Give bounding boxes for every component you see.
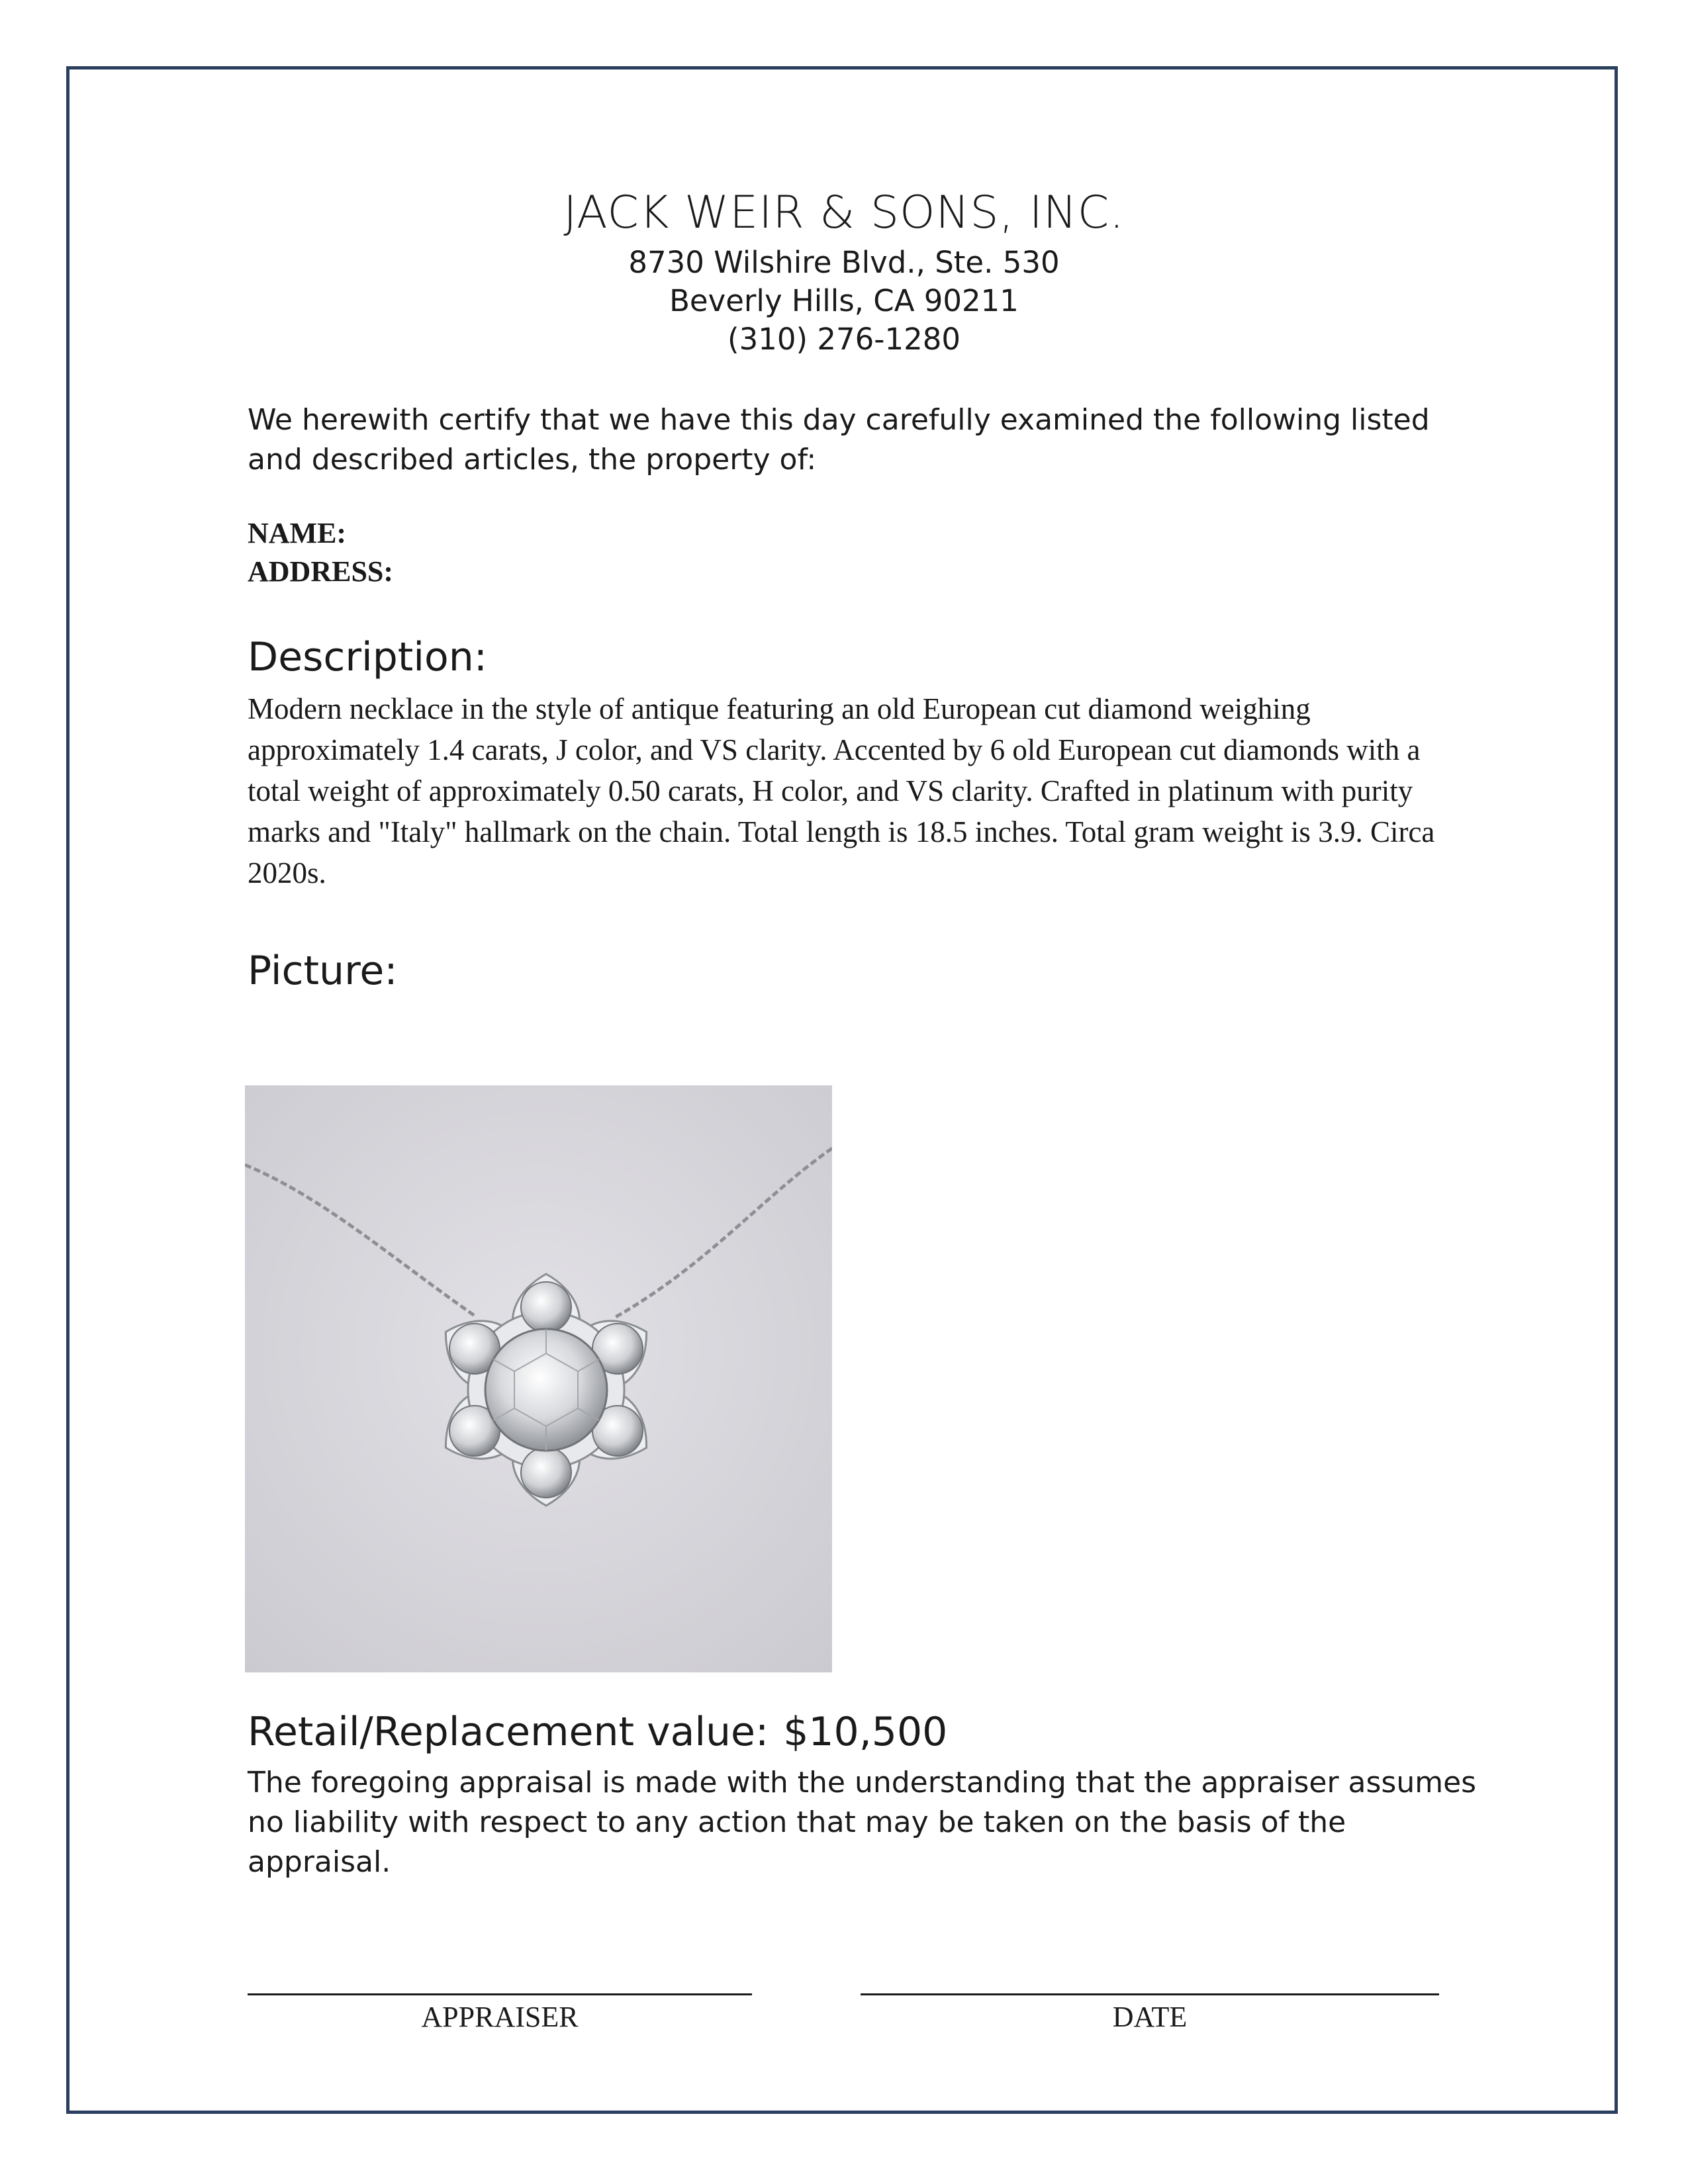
company-address-line1: 8730 Wilshire Blvd., Ste. 530 bbox=[628, 245, 1060, 280]
necklace-photo bbox=[245, 1085, 832, 1672]
description-text: Modern necklace in the style of antique featuring an old European cut diamond weighing approximately 1.4 carats, J color, and VS clarity. Accented by 6 old European cut diamonds with a total weight of approximately 0.50 carats, H color, and VS clarity. Crafted in platinum with purity marks and "Italy" hallmark on the chain. Total length is 18.5 inches. Total gram weight is 3.9. Circa 2020s. bbox=[248, 692, 1435, 889]
owner-name-label: NAME: bbox=[248, 517, 347, 549]
disclaimer-text: The foregoing appraisal is made with the understanding that the appraiser assumes no liability with respect to any action that may be taken on the basis of the appraisal. bbox=[248, 1766, 1477, 1879]
date-label: DATE bbox=[1112, 2001, 1188, 2033]
valuation-label: Retail/Replacement value: bbox=[248, 1709, 769, 1755]
date-signature-line bbox=[861, 1993, 1439, 1995]
valuation-row bbox=[248, 1709, 947, 1755]
description-heading: Description: bbox=[248, 634, 487, 680]
company-name: JACK WEIR & SONS, INC. bbox=[563, 187, 1125, 239]
certification-text: We herewith certify that we have this day carefully examined the following listed and described articles, the property of: bbox=[248, 403, 1430, 477]
appraiser-signature-line bbox=[248, 1993, 752, 1995]
company-phone: (310) 276-1280 bbox=[727, 322, 961, 357]
appraiser-label: APPRAISER bbox=[421, 2001, 579, 2033]
valuation-amount: $10,500 bbox=[783, 1709, 948, 1755]
picture-heading: Picture: bbox=[248, 948, 398, 994]
company-address-line2: Beverly Hills, CA 90211 bbox=[669, 283, 1019, 318]
owner-address-label: ADDRESS: bbox=[248, 555, 394, 588]
